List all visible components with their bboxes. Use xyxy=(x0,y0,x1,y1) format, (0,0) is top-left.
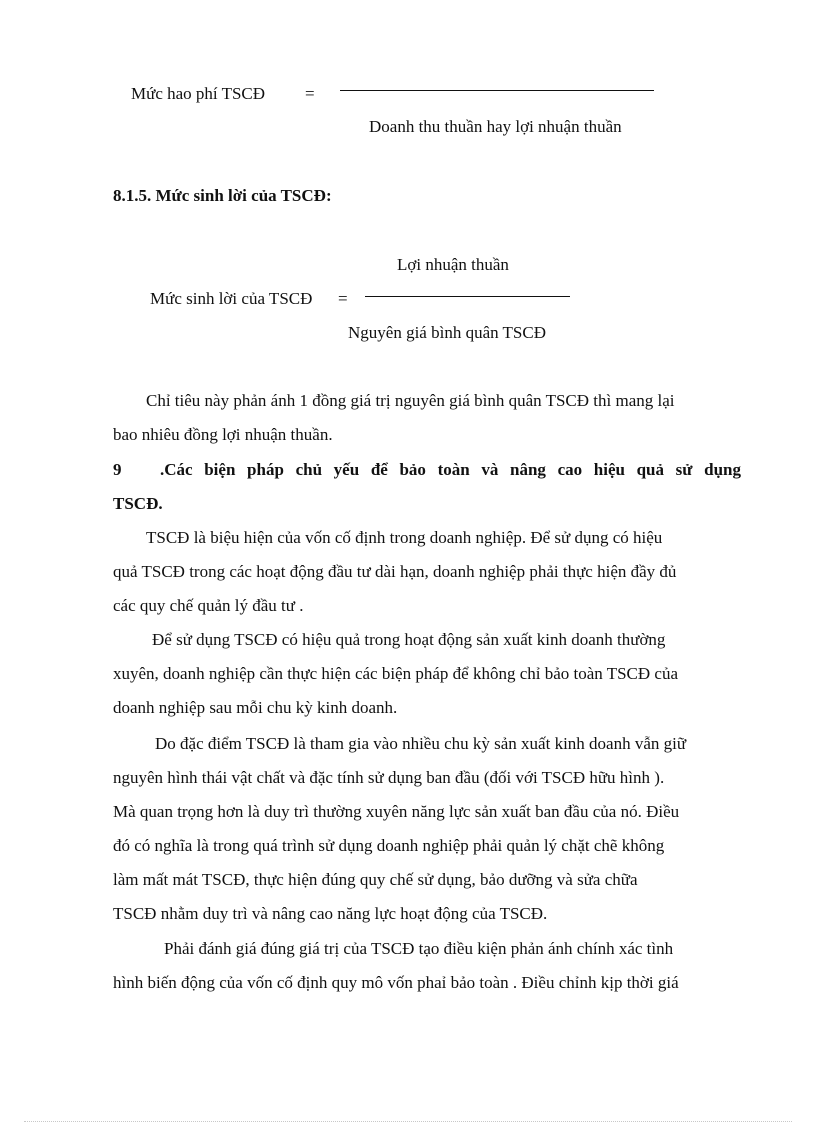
paragraph-2-line-3: doanh nghiệp sau mỗi chu kỳ kinh doanh. xyxy=(113,698,398,717)
formula-sinh-loi-fraction-bar xyxy=(365,296,570,297)
paragraph-1-line-2: quả TSCĐ trong các hoạt động đầu tư dài hạn, doanh nghiệp phải thực hiện đầy đủ xyxy=(113,562,677,581)
paragraph-2-line-2: xuyên, doanh nghiệp cần thực hiện các biện pháp để không chỉ bảo toàn TSCĐ của xyxy=(113,664,679,683)
paragraph-3-line-3: Mà quan trọng hơn là duy trì thường xuyên năng lực sản xuất ban đầu của nó. Điều xyxy=(113,802,680,821)
section-9-title-line-1: .Các biện pháp chủ yếu để bảo toàn và nâng cao hiệu quả sử dụng xyxy=(160,460,741,479)
formula-hao-phi-fraction-bar xyxy=(340,90,654,91)
section-heading-815: 8.1.5. Mức sinh lời của TSCĐ: xyxy=(113,186,332,205)
section-9-number: 9 xyxy=(113,460,122,479)
paragraph-3-line-6: TSCĐ nhằm duy trì và nâng cao năng lực hoạt động của TSCĐ. xyxy=(113,904,548,923)
paragraph-4-line-2: hình biến động của vốn cố định quy mô vốn phaỉ bảo toàn . Điều chỉnh kịp thời giá xyxy=(113,973,679,992)
formula-hao-phi-equals: = xyxy=(305,84,315,103)
paragraph-3-line-4: đó có nghĩa là trong quá trình sử dụng doanh nghiệp phải quản lý chặt chẽ không xyxy=(113,836,665,855)
paragraph-4-line-1: Phải đánh giá đúng giá trị của TSCĐ tạo điều kiện phản ánh chính xác tình xyxy=(164,939,674,958)
paragraph-indicator-line-1: Chỉ tiêu này phản ánh 1 đồng giá trị nguyên giá bình quân TSCĐ thì mang lại xyxy=(146,391,675,410)
paragraph-indicator-line-2: bao nhiêu đồng lợi nhuận thuần. xyxy=(113,425,333,444)
section-9-title-line-2: TSCĐ. xyxy=(113,494,163,513)
paragraph-1-line-3: các quy chế quản lý đầu tư . xyxy=(113,596,304,615)
formula-sinh-loi-label: Mức sinh lời của TSCĐ xyxy=(150,289,313,308)
page-bottom-border xyxy=(24,1121,792,1122)
formula-hao-phi-denominator: Doanh thu thuần hay lợi nhuận thuần xyxy=(369,117,622,136)
formula-sinh-loi-numerator: Lợi nhuận thuần xyxy=(397,255,509,274)
paragraph-3-line-5: làm mất mát TSCĐ, thực hiện đúng quy chế sử dụng, bảo dưỡng và sửa chữa xyxy=(113,870,638,889)
formula-sinh-loi-denominator: Nguyên giá bình quân TSCĐ xyxy=(348,323,547,342)
paragraph-3-line-2: nguyên hình thái vật chất và đặc tính sử dụng ban đầu (đối với TSCĐ hữu hình ). xyxy=(113,768,665,787)
paragraph-1-line-1: TSCĐ là biệu hiện của vốn cố định trong doanh nghiệp. Để sử dụng có hiệu xyxy=(146,528,663,547)
formula-sinh-loi-equals: = xyxy=(338,289,348,308)
paragraph-3-line-1: Do đặc điểm TSCĐ là tham gia vào nhiều chu kỳ sản xuất kinh doanh vẫn giữ xyxy=(155,734,687,753)
formula-hao-phi-label: Mức hao phí TSCĐ xyxy=(131,84,266,103)
paragraph-2-line-1: Để sử dụng TSCĐ có hiệu quả trong hoạt động sản xuất kinh doanh thường xyxy=(152,630,666,649)
